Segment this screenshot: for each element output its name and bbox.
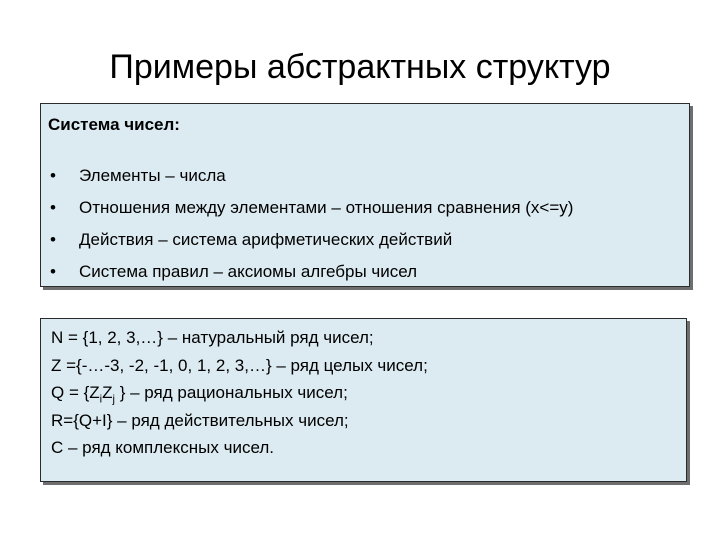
number-sets-list <box>51 324 428 462</box>
rational-prefix: Q = {Z <box>51 383 100 402</box>
bullet-icon: • <box>50 166 56 185</box>
list-item-text: Отношения между элементами – отношения сравнения (x<=y) <box>79 198 574 217</box>
number-system-heading: Система чисел: <box>48 115 180 134</box>
bullet-icon: • <box>50 230 56 249</box>
rational-mid: Z <box>102 383 113 402</box>
list-item-text: Система правил – аксиомы алгебры чисел <box>79 262 418 281</box>
bullet-icon: • <box>50 262 56 281</box>
integers-line: Z ={-…-3, -2, -1, 0, 1, 2, 3,…} – ряд целых чисел; <box>51 355 428 375</box>
list-item-text: Действия – система арифметических действий <box>79 230 453 249</box>
rational-subscript-j: j <box>112 393 115 406</box>
number-sets-box <box>40 318 687 482</box>
rational-subscript-i: i <box>99 393 103 406</box>
slide-title: Примеры абстрактных структур <box>109 48 611 86</box>
bullet-icon: • <box>50 198 56 217</box>
rational-numbers-line <box>51 379 428 407</box>
complex-numbers-line: C – ряд комплексных чисел. <box>51 438 274 457</box>
natural-numbers-line: N = {1, 2, 3,…} – натуральный ряд чисел; <box>51 328 374 347</box>
number-system-box <box>40 103 690 287</box>
real-numbers-line: R={Q+I} – ряд действительных чисел; <box>51 410 349 430</box>
list-item-text: Элементы – числа <box>79 166 226 185</box>
rational-suffix: } – ряд рациональных чисел; <box>114 383 348 402</box>
